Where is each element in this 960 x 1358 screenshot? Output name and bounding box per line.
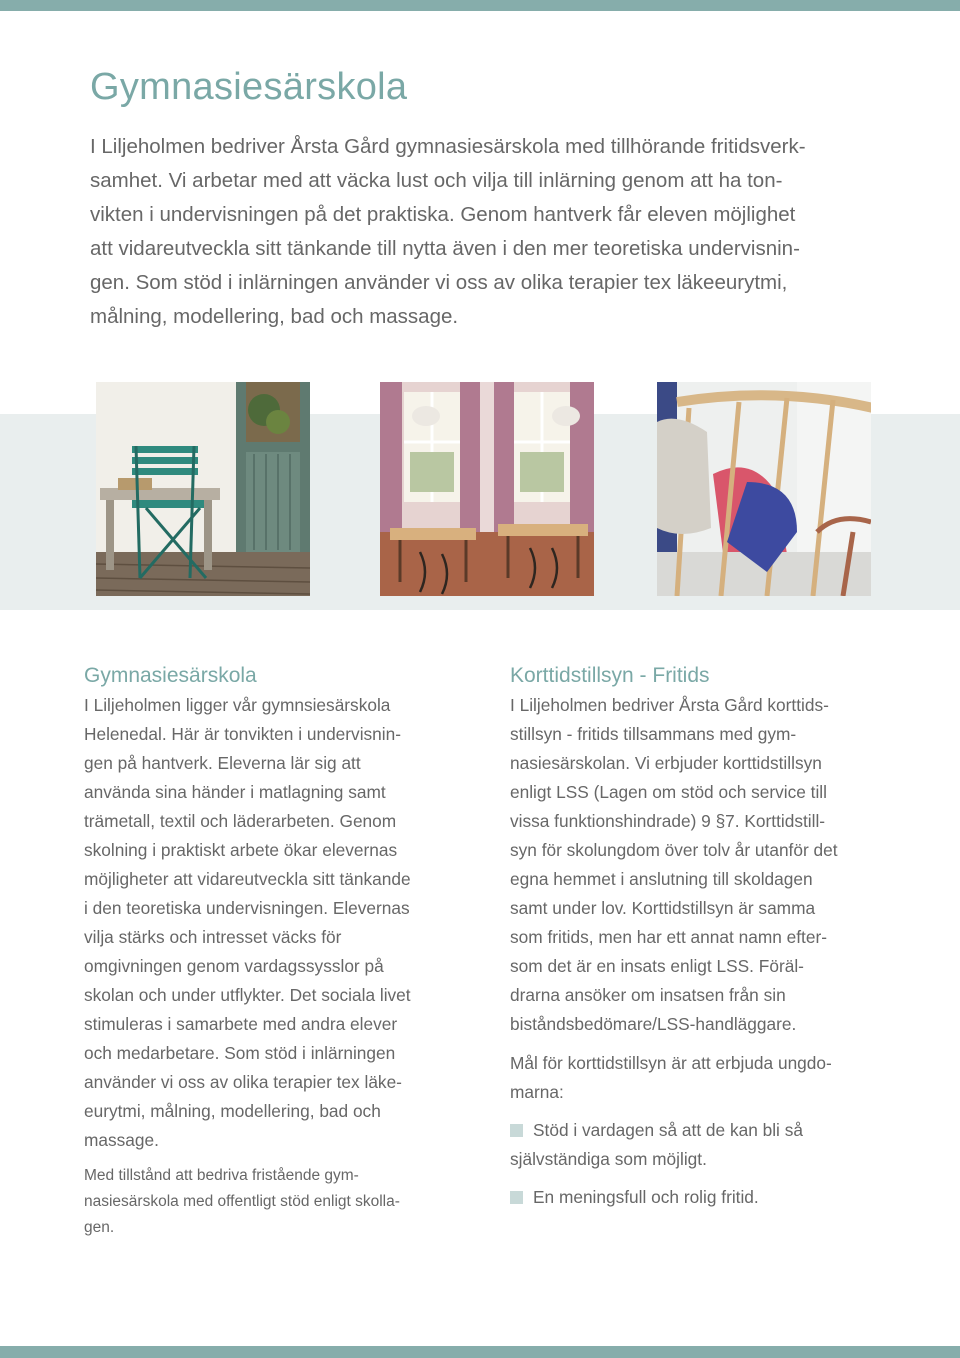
- text-line: möjligheter att vidareutveckla sitt tänkande: [84, 869, 411, 889]
- bullet-item: [510, 1183, 890, 1212]
- note-line: nasiesärskola med offentligt stöd enligt skolla-: [84, 1193, 400, 1210]
- text-line: vissa funktionshindrade) 9 §7. Korttidstill-: [510, 811, 826, 831]
- photo-garden-chair: [96, 382, 310, 596]
- text-line: samt under lov. Korttidstillsyn är samma: [510, 898, 816, 918]
- text-line: använder vi oss av olika terapier tex läke-: [84, 1072, 402, 1092]
- intro-line: gen. Som stöd i inlärningen använder vi oss av olika terapier tex läkeeurytmi,: [90, 271, 788, 294]
- text-line: biståndsbedömare/LSS-handläggare.: [510, 1014, 797, 1034]
- text-line: skolning i praktiskt arbete ökar elevernas: [84, 840, 398, 860]
- bullet-text: En meningsfull och rolig fritid.: [533, 1187, 759, 1207]
- bullet-text: Stöd i vardagen så att de kan bli så: [533, 1120, 803, 1140]
- text-line: marna:: [510, 1082, 564, 1102]
- text-line: som det är en insats enligt LSS. Föräl-: [510, 956, 804, 976]
- text-line: som fritids, men har ett annat namn efter-: [510, 927, 827, 947]
- left-column: [84, 662, 464, 1241]
- top-accent-bar: [0, 0, 960, 11]
- text-line: enligt LSS (Lagen om stöd och service till: [510, 782, 827, 802]
- text-line: trämetall, textil och läderarbeten. Genom: [84, 811, 397, 831]
- left-column-body: [84, 691, 464, 1155]
- bottom-accent-bar: [0, 1346, 960, 1358]
- text-line: vilja stärks och intresset väcks för: [84, 927, 342, 947]
- intro-paragraph: [90, 130, 880, 334]
- license-note: [84, 1163, 464, 1241]
- intro-line: I Liljeholmen bedriver Årsta Gård gymnasiesärskola med tillhörande fritidsverk-: [90, 135, 806, 158]
- text-line: gen på hantverk. Eleverna lär sig att: [84, 753, 361, 773]
- text-line: omgivningen genom vardagssysslor på: [84, 956, 384, 976]
- goal-paragraph: [510, 1049, 890, 1107]
- text-line: Helenedal. Här är tonvikten i undervisnin-: [84, 724, 401, 744]
- text-line: stimuleras i samarbete med andra elever: [84, 1014, 398, 1034]
- photo-wooden-chair: [657, 382, 871, 596]
- intro-line: samhet. Vi arbetar med att väcka lust och vilja till inlärning genom att ha ton-: [90, 169, 783, 192]
- note-line: Med tillstånd att bedriva fristående gym-: [84, 1167, 359, 1184]
- text-line: eurytmi, målning, modellering, bad och: [84, 1101, 381, 1121]
- text-line: egna hemmet i anslutning till skoldagen: [510, 869, 813, 889]
- left-column-heading: Gymnasiesärskola: [84, 664, 257, 687]
- intro-line: att vidareutveckla sitt tänkande till nytta även i den mer teoretiska undervisnin-: [90, 237, 800, 260]
- text-line: Mål för korttidstillsyn är att erbjuda ungdo-: [510, 1053, 832, 1073]
- text-line: stillsyn - fritids tillsammans med gym-: [510, 724, 797, 744]
- text-line: drarna ansöker om insatsen från sin: [510, 985, 786, 1005]
- text-line: syn för skolungdom över tolv år utanför det: [510, 840, 838, 860]
- bullet-item: [510, 1116, 890, 1174]
- square-bullet-icon: [510, 1191, 523, 1204]
- text-line: och medarbetare. Som stöd i inlärningen: [84, 1043, 396, 1063]
- square-bullet-icon: [510, 1124, 523, 1137]
- text-line: I Liljeholmen bedriver Årsta Gård korttids-: [510, 695, 829, 715]
- right-column-heading: Korttidstillsyn - Fritids: [510, 664, 710, 687]
- page-title: Gymnasiesärskola: [90, 66, 408, 108]
- intro-line: vikten i undervisningen på det praktiska. Genom hantverk får eleven möjlighet: [90, 203, 796, 226]
- bullet-text: självständiga som möjligt.: [510, 1149, 707, 1169]
- text-line: i den teoretiska undervisningen. Elevernas: [84, 898, 410, 918]
- intro-line: målning, modellering, bad och massage.: [90, 305, 459, 328]
- photo-dining-room: [380, 382, 594, 596]
- note-line: gen.: [84, 1219, 115, 1236]
- right-column: [510, 662, 890, 1212]
- text-line: nasiesärskolan. Vi erbjuder korttidstillsyn: [510, 753, 822, 773]
- text-line: använda sina händer i matlagning samt: [84, 782, 386, 802]
- text-line: massage.: [84, 1130, 159, 1150]
- text-line: skolan och under utflykter. Det sociala livet: [84, 985, 411, 1005]
- text-line: I Liljeholmen ligger vår gymnsiesärskola: [84, 695, 391, 715]
- right-column-body: [510, 691, 890, 1039]
